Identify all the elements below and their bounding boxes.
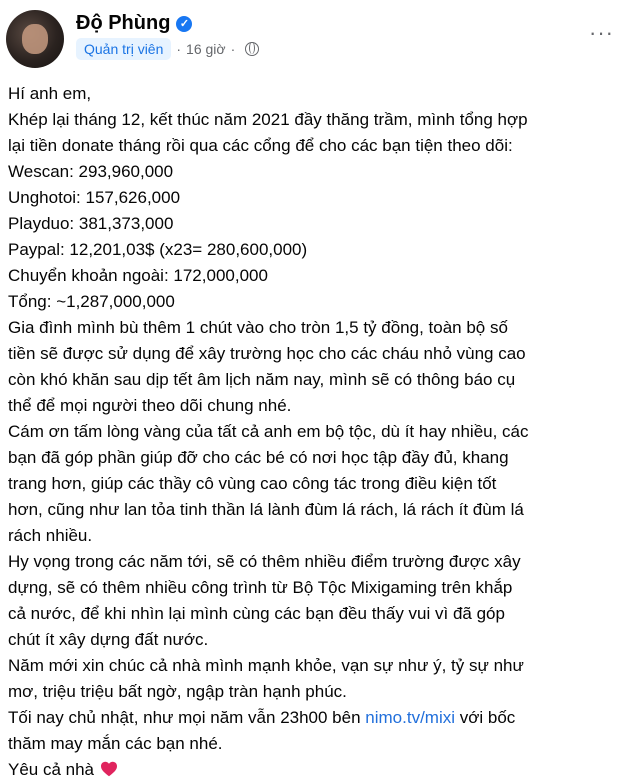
post-line: mơ, triệu triệu bất ngờ, ngập tràn hạnh phúc. — [8, 682, 347, 701]
verified-badge-icon: ✓ — [176, 16, 192, 32]
avatar-photo — [22, 24, 48, 54]
post-line: Cám ơn tấm lòng vàng của tất cả anh em bộ tộc, dù ít hay nhiều, các — [8, 422, 529, 441]
post-timestamp[interactable]: 16 giờ — [186, 41, 226, 57]
red-heart-icon — [100, 761, 118, 777]
post-line: Khép lại tháng 12, kết thúc năm 2021 đầy thăng trầm, mình tổng hợp — [8, 110, 528, 129]
author-name[interactable]: Độ Phùng — [76, 12, 171, 34]
post-line: Hí anh em, — [8, 84, 92, 103]
link-line-after: với bốc — [455, 708, 516, 727]
more-options-button[interactable]: ··· — [589, 20, 614, 45]
author-avatar[interactable] — [6, 10, 64, 68]
role-badge[interactable]: Quản trị viên — [76, 38, 171, 60]
post-text — [8, 81, 634, 705]
post-line: Paypal: 12,201,03$ (x23= 280,600,000) — [8, 240, 308, 259]
post-line: thăm may mắn các bạn nhé. — [8, 734, 223, 753]
post-line: Wescan: 293,960,000 — [8, 162, 174, 181]
post-line: bạn đã góp phần giúp đỡ cho các bé có nơi học tập đầy đủ, khang — [8, 448, 509, 467]
post-line: thể để mọi người theo dõi chung nhé. — [8, 396, 292, 415]
post-line: tiền sẽ được sử dụng để xây trường học cho các cháu nhỏ vùng cao — [8, 344, 526, 363]
post-meta — [76, 38, 259, 60]
post-line: Gia đình mình bù thêm 1 chút vào cho tròn 1,5 tỷ đồng, toàn bộ số — [8, 318, 508, 337]
meta-separator-2: · — [230, 41, 236, 57]
author-name-row — [76, 12, 192, 35]
post-line: lại tiền donate tháng rồi qua các cổng để cho các bạn tiện theo dõi: — [8, 136, 513, 155]
post-line-with-link — [8, 705, 634, 731]
post-line: Playduo: 381,373,000 — [8, 214, 174, 233]
closing-text: Yêu cả nhà — [8, 760, 95, 779]
post-line: trang hơn, giúp các thầy cô vùng cao công tác trong điều kiện tốt — [8, 474, 497, 493]
post-line: Tổng: ~1,287,000,000 — [8, 292, 175, 311]
post-header — [0, 0, 640, 75]
link-line-before: Tối nay chủ nhật, như mọi năm vẫn 23h00 bên — [8, 708, 366, 727]
post-line: Unghotoi: 157,626,000 — [8, 188, 181, 207]
post-line: còn khó khăn sau dịp tết âm lịch năm nay, mình sẽ có thông báo cụ — [8, 370, 516, 389]
post-closing-line — [8, 757, 634, 783]
globe-icon[interactable] — [245, 42, 259, 56]
post-line: Chuyển khoản ngoài: 172,000,000 — [8, 266, 268, 285]
nimo-link[interactable]: nimo.tv/mixi — [365, 708, 456, 727]
post-line: cả nước, để khi nhìn lại mình cùng các bạn đều thấy vui vì đã góp — [8, 604, 505, 623]
post-line: Hy vọng trong các năm tới, sẽ có thêm nhiều điểm trường được xây — [8, 552, 521, 571]
post-line: dựng, sẽ có thêm nhiều công trình từ Bộ Tộc Mixigaming trên khắp — [8, 578, 513, 597]
post-line: chút ít xây dựng đất nước. — [8, 630, 209, 649]
post-line: Năm mới xin chúc cả nhà mình mạnh khỏe, vạn sự như ý, tỷ sự như — [8, 656, 524, 675]
meta-separator: · — [176, 41, 182, 57]
post-body — [8, 81, 634, 783]
post-line: rách nhiều. — [8, 526, 93, 545]
post-line: hơn, cũng như lan tỏa tinh thần lá lành đùm lá rách, lá rách ít đùm lá — [8, 500, 524, 519]
